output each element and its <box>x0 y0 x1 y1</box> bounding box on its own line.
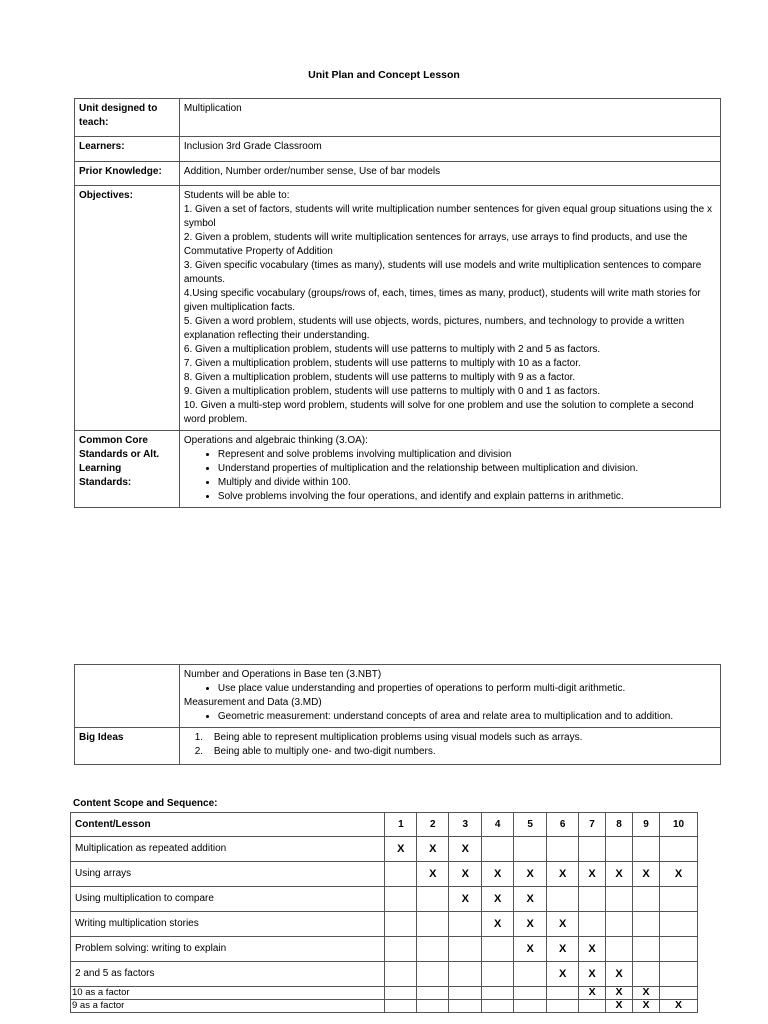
learners-label: Learners: <box>75 137 180 162</box>
table-row <box>71 1000 698 1013</box>
objective-line: 4.Using specific vocabulary (groups/rows of, each, times, times as many, product), students will write math stories for given multiplication facts. <box>183 288 701 313</box>
empty-cell <box>417 962 449 987</box>
lesson-mark: X <box>660 1000 698 1013</box>
lesson-mark: X <box>547 862 579 887</box>
content-lesson-name: 2 and 5 as factors <box>71 962 385 987</box>
list-item: • Represent and solve problems involving multiplication and division <box>218 448 716 462</box>
content-lesson-name: 10 as a factor <box>71 987 385 1000</box>
lesson-number-header: 1 <box>385 813 417 837</box>
empty-cell <box>547 1000 579 1013</box>
md-heading: Measurement and Data (3.MD) <box>183 697 322 708</box>
table-row <box>75 431 721 508</box>
list-item: • Use place value understanding and properties of operations to perform multi-digit arithmetic. <box>218 682 716 696</box>
objectives-label: Objectives: <box>75 186 180 431</box>
lesson-mark: X <box>514 862 547 887</box>
lesson-mark: X <box>482 862 514 887</box>
objective-line: 8. Given a multiplication problem, students will use patterns to multiply with 9 as a factor. <box>183 372 576 383</box>
empty-cell <box>660 837 698 862</box>
lesson-number-header: 2 <box>417 813 449 837</box>
lesson-mark: X <box>482 887 514 912</box>
objective-line: 3. Given specific vocabulary (times as many), students will use models and write multiplication sentences to compare amounts. <box>183 260 702 285</box>
lesson-mark: X <box>633 987 660 1000</box>
lesson-mark: X <box>579 962 606 987</box>
lesson-mark: X <box>547 912 579 937</box>
standards-label: Common Core Standards or Alt. Learning Standards: <box>75 431 180 508</box>
empty-cell <box>660 987 698 1000</box>
continued-table <box>74 664 721 765</box>
lesson-mark: X <box>547 937 579 962</box>
lesson-number-header: 5 <box>514 813 547 837</box>
objective-line: Students will be able to: <box>183 190 290 201</box>
empty-cell <box>385 887 417 912</box>
table-header-row <box>71 813 698 837</box>
table-row <box>71 912 698 937</box>
empty-cell <box>606 937 633 962</box>
lesson-mark: X <box>579 987 606 1000</box>
scope-sequence-table <box>70 812 698 1013</box>
nbt-list <box>184 682 716 696</box>
lesson-mark: X <box>579 937 606 962</box>
empty-cell <box>633 912 660 937</box>
lesson-mark: X <box>606 1000 633 1013</box>
standards-heading: Operations and algebraic thinking (3.OA): <box>183 435 368 446</box>
learners-value: Inclusion 3rd Grade Classroom <box>179 137 720 162</box>
empty-cell <box>633 937 660 962</box>
table-row <box>75 728 721 765</box>
unit-plan-table <box>74 98 721 508</box>
table-row <box>71 862 698 887</box>
standards-list <box>184 448 716 504</box>
empty-cell <box>417 912 449 937</box>
objective-line: 1. Given a set of factors, students will write multiplication number sentences for given equal group situations using the x symbol <box>183 204 712 229</box>
table-row <box>75 162 721 186</box>
lesson-mark: X <box>449 887 482 912</box>
lesson-mark: X <box>514 937 547 962</box>
empty-cell <box>660 912 698 937</box>
lesson-mark: X <box>449 837 482 862</box>
empty-cell <box>579 887 606 912</box>
empty-cell <box>449 937 482 962</box>
empty-cell <box>660 937 698 962</box>
empty-cell <box>385 962 417 987</box>
lesson-mark: X <box>606 962 633 987</box>
lesson-number-header: 9 <box>633 813 660 837</box>
list-item: • Understand properties of multiplication and the relationship between multiplication and division. <box>218 462 716 476</box>
lesson-mark: X <box>482 912 514 937</box>
lesson-mark: X <box>417 837 449 862</box>
empty-cell <box>660 962 698 987</box>
objective-line: 6. Given a multiplication problem, students will use patterns to multiply with 2 and 5 as factors. <box>183 344 601 355</box>
empty-cell <box>547 887 579 912</box>
lesson-mark: X <box>385 837 417 862</box>
empty-cell <box>417 937 449 962</box>
md-list <box>184 710 716 724</box>
empty-cell <box>579 912 606 937</box>
empty-cell <box>606 887 633 912</box>
objective-line: 10. Given a multi-step word problem, students will solve for one problem and use the solution to complete a second word problem. <box>183 400 694 425</box>
lesson-mark: X <box>417 862 449 887</box>
empty-cell <box>449 962 482 987</box>
objective-line: 9. Given a multiplication problem, students will use patterns to multiply with 0 and 1 as factors. <box>183 386 601 397</box>
empty-cell <box>449 912 482 937</box>
empty-cell <box>417 887 449 912</box>
lesson-number-header: 7 <box>579 813 606 837</box>
empty-cell <box>514 987 547 1000</box>
table-row <box>75 137 721 162</box>
list-item: 1. Being able to represent multiplication problems using visual models such as arrays. <box>206 731 716 745</box>
empty-cell <box>606 837 633 862</box>
content-lesson-name: Using arrays <box>71 862 385 887</box>
lesson-number-header: 8 <box>606 813 633 837</box>
content-lesson-name: 9 as a factor <box>71 1000 385 1013</box>
empty-cell <box>514 837 547 862</box>
table-row <box>71 937 698 962</box>
unit-value: Multiplication <box>179 99 720 137</box>
content-lesson-name: Problem solving: writing to explain <box>71 937 385 962</box>
big-ideas-list <box>184 731 716 759</box>
standards-cell <box>179 431 720 508</box>
big-ideas-cell <box>179 728 720 765</box>
empty-cell <box>385 987 417 1000</box>
lesson-number-header: 10 <box>660 813 698 837</box>
lesson-mark: X <box>514 912 547 937</box>
table-row <box>75 186 721 431</box>
sequence-title: Content Scope and Sequence: <box>73 798 218 809</box>
empty-cell <box>482 962 514 987</box>
empty-cell <box>417 1000 449 1013</box>
empty-cell <box>633 837 660 862</box>
empty-cell <box>385 912 417 937</box>
lesson-number-header: 6 <box>547 813 579 837</box>
lesson-mark: X <box>579 862 606 887</box>
lesson-mark: X <box>633 1000 660 1013</box>
objective-line: 5. Given a word problem, students will use objects, words, pictures, numbers, and technology to provide a written explanation reflecting their understanding. <box>183 316 685 341</box>
continued-standards-cell <box>179 665 720 728</box>
empty-cell <box>385 1000 417 1013</box>
empty-cell <box>482 987 514 1000</box>
list-item: • Geometric measurement: understand concepts of area and relate area to multiplication and to addition. <box>218 710 716 724</box>
content-lesson-name: Multiplication as repeated addition <box>71 837 385 862</box>
lesson-number-header: 4 <box>482 813 514 837</box>
empty-cell <box>482 837 514 862</box>
lesson-mark: X <box>514 887 547 912</box>
empty-cell <box>449 987 482 1000</box>
lesson-mark: X <box>606 987 633 1000</box>
empty-cell <box>449 1000 482 1013</box>
empty-cell <box>482 937 514 962</box>
page-title: Unit Plan and Concept Lesson <box>308 69 460 81</box>
objective-line: 2. Given a problem, students will write multiplication sentences for arrays, use arrays to find products, and use the Commutative Property of Addition <box>183 232 688 257</box>
table-row <box>75 665 721 728</box>
objectives-list <box>179 186 720 431</box>
table-row <box>71 987 698 1000</box>
lesson-mark: X <box>449 862 482 887</box>
lesson-mark: X <box>547 962 579 987</box>
list-item: • Multiply and divide within 100. <box>218 476 716 490</box>
objective-line: 7. Given a multiplication problem, students will use patterns to multiply with 10 as a factor. <box>183 358 581 369</box>
lesson-mark: X <box>660 862 698 887</box>
empty-cell <box>482 1000 514 1013</box>
table-row <box>71 962 698 987</box>
lesson-mark: X <box>633 862 660 887</box>
empty-cell <box>579 837 606 862</box>
empty-cell <box>579 1000 606 1013</box>
empty-cell <box>633 962 660 987</box>
empty-cell <box>606 912 633 937</box>
empty-cell <box>385 937 417 962</box>
empty-cell <box>633 887 660 912</box>
nbt-heading: Number and Operations in Base ten (3.NBT) <box>183 669 382 680</box>
table-row <box>75 99 721 137</box>
big-ideas-label: Big Ideas <box>75 728 180 765</box>
prior-knowledge-value: Addition, Number order/number sense, Use of bar models <box>179 162 720 186</box>
prior-knowledge-label: Prior Knowledge: <box>75 162 180 186</box>
empty-cell <box>547 987 579 1000</box>
list-item: • Solve problems involving the four operations, and identify and explain patterns in arithmetic. <box>218 490 716 504</box>
lesson-mark: X <box>606 862 633 887</box>
empty-cell <box>514 1000 547 1013</box>
content-lesson-name: Writing multiplication stories <box>71 912 385 937</box>
empty-cell <box>547 837 579 862</box>
lesson-number-header: 3 <box>449 813 482 837</box>
table-row <box>71 887 698 912</box>
table-row <box>71 837 698 862</box>
empty-cell <box>417 987 449 1000</box>
empty-cell <box>385 862 417 887</box>
list-item: 2. Being able to multiply one- and two-digit numbers. <box>206 745 716 759</box>
empty-label-cell <box>75 665 180 728</box>
unit-label: Unit designed to teach: <box>75 99 180 137</box>
empty-cell <box>660 887 698 912</box>
content-lesson-header: Content/Lesson <box>71 813 385 837</box>
content-lesson-name: Using multiplication to compare <box>71 887 385 912</box>
empty-cell <box>514 962 547 987</box>
